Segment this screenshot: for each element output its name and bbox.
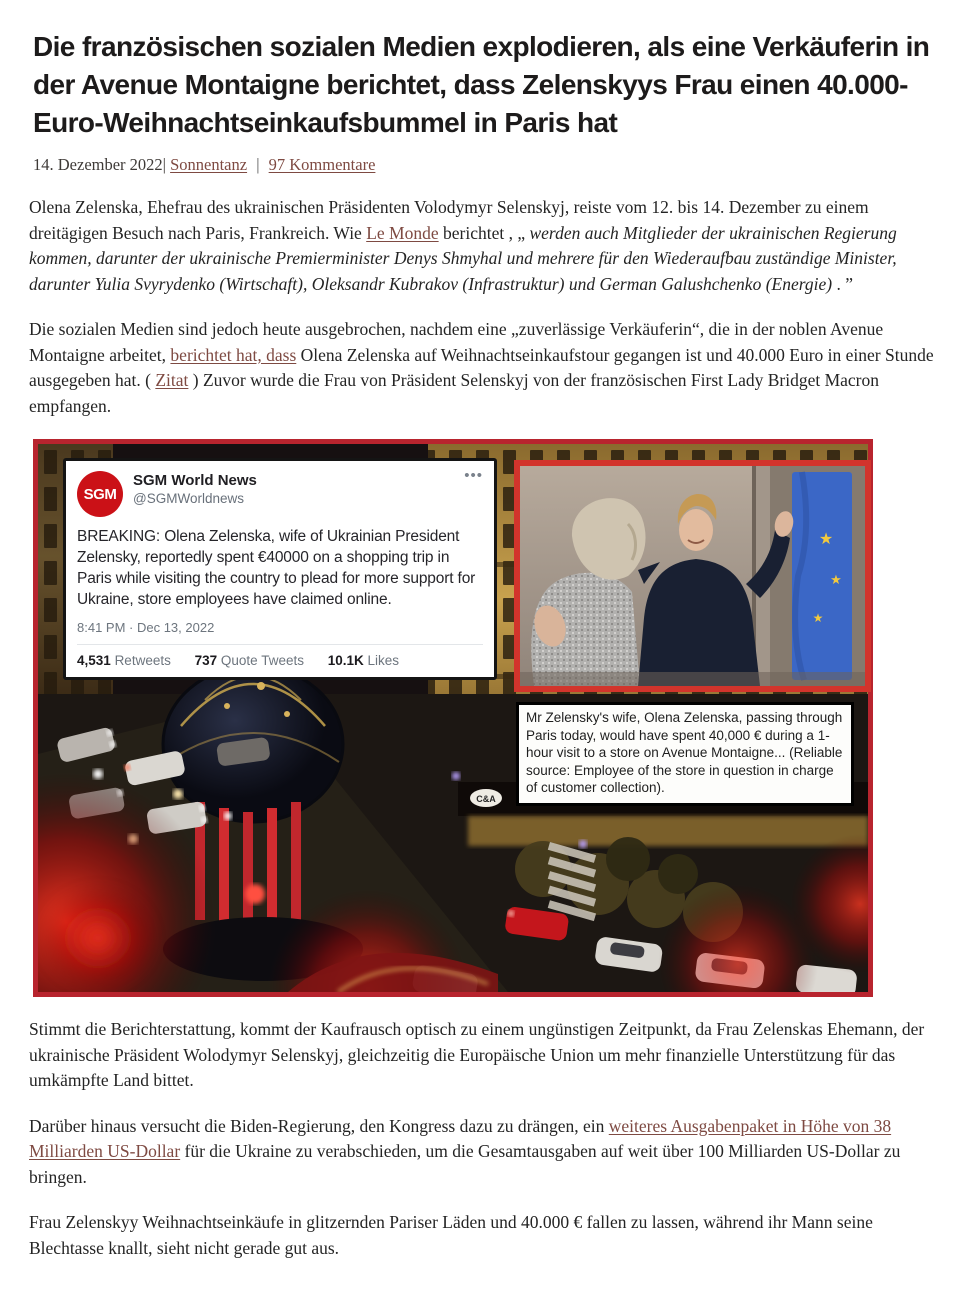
paragraph-5: Frau Zelenskyy Weihnachtseinkäufe in glitzernden Pariser Läden und 40.000 € fallen zu lassen, während ihr Mann seine Blechtasse knallt, sieht nicht gerade gut aus.	[29, 1212, 873, 1258]
article-date: 14. Dezember 2022|	[33, 155, 166, 174]
tweet-header	[77, 467, 483, 517]
article-image-composite[interactable]	[33, 439, 873, 997]
report-link[interactable]: berichtet hat, dass	[170, 344, 297, 365]
p4-tail: für die Ukraine zu verabschieden, um die Gesamtausgaben auf weit über 100 Milliarden US-Dollar zu bringen.	[29, 1141, 901, 1187]
quote-tweets-stat: 737 Quote Tweets	[194, 653, 304, 668]
p1-mid: berichtet , „	[438, 222, 530, 243]
tweet-timestamp: 8:41 PM · Dec 13, 2022	[77, 620, 215, 635]
p2-text: Die sozialen Medien sind jedoch heute ausgebrochen, nachdem eine „zuverlässige Verkäuferin“, die in der noblen Avenue Montaigne arbeitet,	[29, 319, 884, 365]
tweet-card	[63, 458, 497, 680]
zitat-link[interactable]: Zitat	[155, 370, 189, 390]
ca-sign: C&A	[476, 794, 496, 804]
le-monde-link[interactable]: Le Monde	[366, 222, 439, 243]
p1-quote: werden auch Mitglieder der ukrainischen Regierung kommen, darunter der ukrainische Premierminister Denys Shmyhal und mehrere für den Wiederaufbau zuständige Minister, darunter Yulia Svyrydenko (Wirtschaft), Oleksandr Kubrakov (Infrastruktur) und German Galushchenko (Energie)	[29, 222, 897, 294]
svg-text:★: ★	[830, 572, 842, 587]
tweet-text: BREAKING: Olena Zelenska, wife of Ukrainian President Zelensky, reportedly spent €40000 on a shopping trip in Paris while visiting the country to plead for more support for Ukraine, store employees have claimed online.	[77, 528, 476, 608]
paragraph-1	[29, 195, 942, 297]
retweets-stat: 4,531 Retweets	[77, 653, 171, 668]
first-ladies-photo	[520, 466, 865, 686]
article-meta	[33, 155, 942, 175]
p2-mid: Olena Zelenska auf Weihnachtseinkaufstour gegangen ist und 40.000 Euro in einer Stunde ausgegeben hat. (	[29, 344, 934, 390]
tweet-divider	[77, 644, 483, 645]
paragraph-2	[29, 317, 942, 419]
p1-tail: . ”	[832, 273, 854, 294]
spending-bill-link[interactable]: weiteres Ausgabenpaket in Höhe von 38 Milliarden US-Dollar	[29, 1115, 892, 1161]
tweet-handle: @SGMWorldnews	[133, 491, 244, 506]
article-page	[0, 28, 969, 1261]
comments-link[interactable]: 97 Kommentare	[268, 155, 376, 174]
likes-stat: 10.1K Likes	[327, 653, 400, 668]
p4-text: Darüber hinaus versucht die Biden-Regierung, den Kongress dazu zu drängen, ein	[29, 1115, 609, 1136]
eu-flag	[792, 472, 852, 680]
photo-macron-zelenska	[514, 460, 871, 692]
author-link[interactable]: Sonnentanz	[170, 155, 248, 174]
sgm-avatar: SGM	[77, 471, 123, 517]
p2-tail: ) Zuvor wurde die Frau von Präsident Selenskyj von der französischen First Lady Bridget Macron empfangen.	[29, 370, 879, 416]
tweet-stats	[77, 653, 483, 668]
svg-text:★: ★	[812, 611, 824, 625]
paragraph-4	[29, 1114, 942, 1191]
article-title: Die französischen sozialen Medien explodieren, als eine Verkäuferin in der Avenue Montaigne berichtet, dass Zelenskyys Frau einen 40.000-Euro-Weihnachtseinkaufsbummel in Paris hat	[33, 31, 930, 138]
p1-text: Olena Zelenska, Ehefrau des ukrainischen Präsidenten Volodymyr Selenskyj, reiste vom 12. bis 14. Dezember zu einem dreitägigen Besuch nach Paris, Frankreich. Wie	[29, 197, 869, 243]
photo-caption-box: Mr Zelensky's wife, Olena Zelenska, passing through Paris today, would have spent 40,000 € during a 1-hour visit to a store on Avenue Montaigne... (Reliable source: Employee of the store in question in charge of customer collection).	[516, 702, 854, 806]
tweet-display-name: SGM World News	[133, 472, 257, 489]
meta-separator: |	[256, 155, 260, 174]
paragraph-3: Stimmt die Berichterstattung, kommt der Kaufrausch optisch zu einem ungünstigen Zeitpunkt, da Frau Zelenskas Ehemann, der ukrainische Präsident Wolodymyr Selenskyj, gleichzeitig die Europäische Union um mehr finanzielle Unterstützung für das umkämpfte Land bittet.	[29, 1019, 925, 1090]
tweet-more-icon: •••	[464, 467, 483, 484]
svg-text:★: ★	[818, 531, 834, 548]
